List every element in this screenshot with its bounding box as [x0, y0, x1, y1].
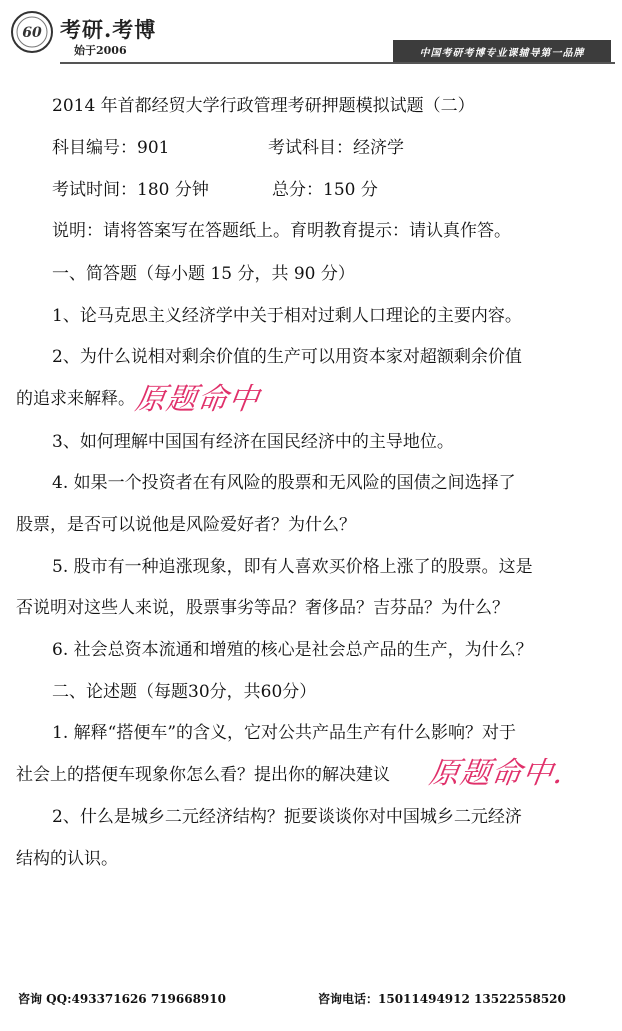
question-1: 1、论马克思主义经济学中关于相对过剩人口理论的主要内容。: [52, 306, 522, 326]
question-3: 3、如何理解中国国有经济在国民经济中的主导地位。: [52, 432, 454, 452]
slogan-banner: 中国考研考博专业课辅导第一品牌: [393, 40, 611, 62]
logo-icon: [10, 10, 54, 54]
subject-name: 考试科目：经济学: [268, 138, 404, 158]
question-4-line-2: 股票，是否可以说他是风险爱好者？为什么？: [16, 515, 356, 535]
section-heading-2: 二、论述题（每题30分，共60分）: [52, 682, 317, 702]
brand-name: 考研.考博: [60, 17, 157, 42]
header-divider: [60, 62, 615, 64]
exam-time: 考试时间：180 分钟: [52, 180, 209, 200]
question-7-line-2: 社会上的搭便车现象你怎么看？提出你的解决建议: [16, 765, 390, 785]
question-8-line-2: 结构的认识。: [16, 849, 118, 869]
question-2-line-2: 的追求来解释。: [16, 389, 135, 409]
section-heading-1: 一、简答题（每小题 15 分，共 90 分）: [52, 264, 355, 284]
footer-phone: 咨询电话：15011494912 13522558520: [318, 992, 566, 1006]
question-2-line-1: 2、为什么说相对剩余价值的生产可以用资本家对超额剩余价值: [52, 347, 522, 367]
question-5-line-1: 5. 股市有一种追涨现象，即有人喜欢买价格上涨了的股票。这是: [52, 557, 533, 577]
logo-mark: 60: [22, 25, 42, 41]
question-6: 6. 社会总资本流通和增殖的核心是社会总产品的生产，为什么？: [52, 640, 533, 660]
footer-qq: 咨询 QQ:493371626 719668910: [18, 992, 226, 1006]
handwritten-annotation: 原题命中: [133, 382, 262, 417]
question-8-line-1: 2、什么是城乡二元经济结构？扼要谈谈你对中国城乡二元经济: [52, 807, 522, 827]
subject-code: 科目编号：901: [52, 138, 170, 158]
handwritten-annotation-2: 原题命中.: [427, 756, 567, 791]
question-4-line-1: 4. 如果一个投资者在有风险的股票和无风险的国债之间选择了: [52, 473, 516, 493]
header: [0, 0, 622, 70]
exam-title: 2014 年首都经贸大学行政管理考研押题模拟试题（二）: [52, 96, 475, 116]
question-5-line-2: 否说明对这些人来说，股票事劣等品？奢侈品？吉芬品？为什么？: [16, 598, 509, 618]
since-label: 始于2006: [74, 44, 127, 57]
question-7-line-1: 1. 解释“搭便车”的含义，它对公共产品生产有什么影响？对于: [52, 723, 517, 743]
instructions-note: 说明：请将答案写在答题纸上。育明教育提示：请认真作答。: [52, 221, 511, 241]
total-score: 总分：150 分: [272, 180, 378, 200]
